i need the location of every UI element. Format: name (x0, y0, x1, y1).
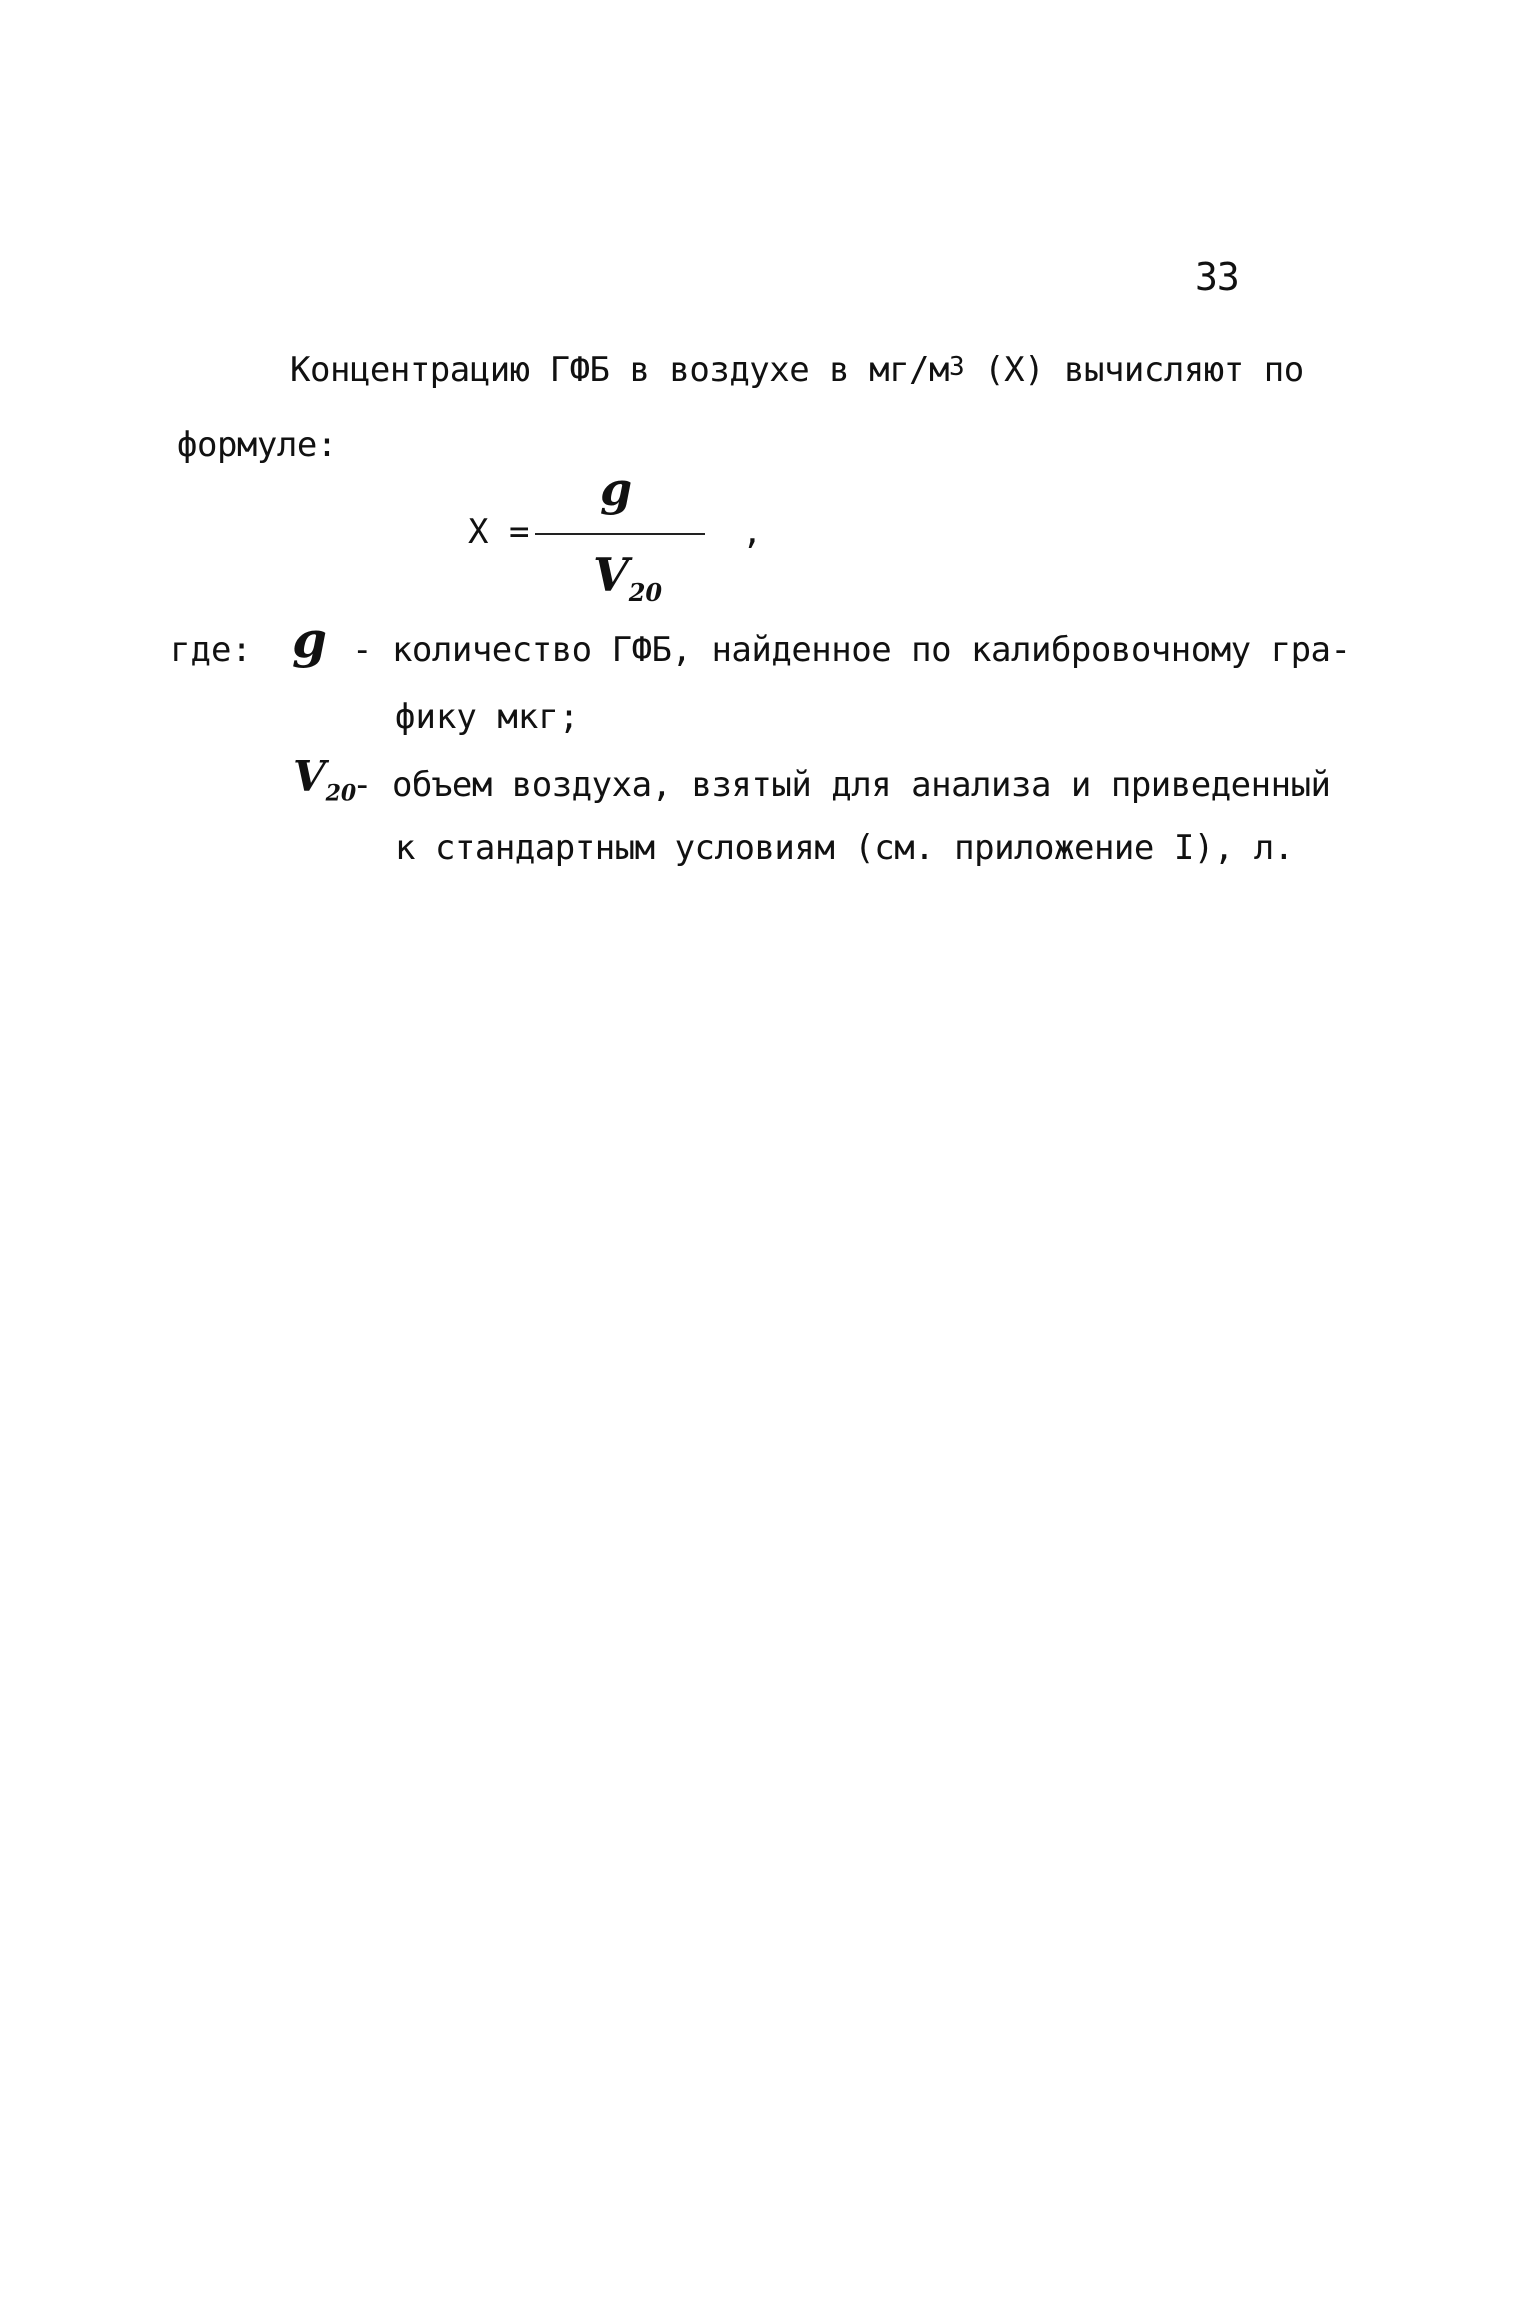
page-number: 33 (1195, 255, 1239, 299)
v20-subscript: 20 (325, 780, 357, 807)
definition-text-g: - количество ГФБ, найденное по калибровочному гра- (352, 630, 1351, 670)
paragraph-text-end: (X) вычисляют по (964, 350, 1304, 390)
formula-lhs: X = (468, 512, 530, 552)
paragraph-line-2: формуле: (177, 425, 337, 465)
definition-continuation-v20: к стандартным условиям (см. приложение I), л. (395, 828, 1294, 868)
paragraph-line-1 (290, 350, 1304, 390)
formula-denominator (593, 548, 662, 607)
definition-symbol-g: g (292, 610, 327, 669)
definitions-label: где: (170, 630, 252, 670)
definition-symbol-v20 (293, 752, 356, 806)
fraction-bar (535, 533, 705, 535)
v20-symbol: V (293, 752, 326, 801)
formula-numerator: g (600, 462, 633, 516)
formula-comma: , (742, 512, 763, 552)
denominator-subscript: 20 (628, 578, 663, 608)
paragraph-text-start: Концентрацию ГФБ в воздухе в мг/м (290, 350, 950, 390)
denominator-symbol: V (593, 548, 629, 602)
superscript-exponent: 3 (949, 352, 965, 382)
definition-continuation-g: фику мкг; (395, 697, 580, 737)
definition-text-v20: - объем воздуха, взятый для анализа и приведенный (352, 765, 1331, 805)
